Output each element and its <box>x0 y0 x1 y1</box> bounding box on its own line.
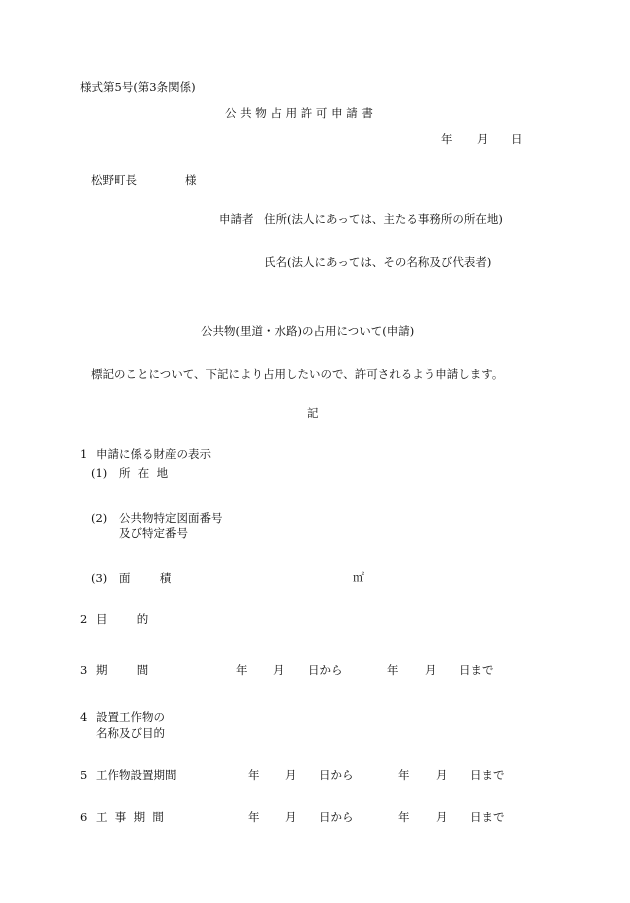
item-1-1-number: (1) <box>91 466 108 480</box>
date-day: 日 <box>511 132 523 146</box>
item-5-label: 工作物設置期間 <box>96 768 177 782</box>
subject-line: 公共物(里道・水路)の占用について(申請) <box>201 324 415 338</box>
item-1-label: 申請に係る財産の表示 <box>96 447 211 461</box>
item-1-2-label-line2: 及び特定番号 <box>119 526 188 540</box>
item-3-label: 期 間 <box>96 663 149 677</box>
item-6-year: 年 <box>248 810 260 824</box>
ki-heading: 記 <box>307 406 319 420</box>
item-6-label: 工 事 期 間 <box>96 810 164 824</box>
item-3-month: 月 <box>273 663 285 677</box>
item-3-month-2: 月 <box>425 663 437 677</box>
item-3-year-2: 年 <box>387 663 399 677</box>
item-5-number: 5 <box>80 768 88 782</box>
item-5-year-2: 年 <box>398 768 410 782</box>
item-5-month: 月 <box>285 768 297 782</box>
item-4-label-line1: 設置工作物の <box>96 710 165 724</box>
item-2-number: 2 <box>80 612 88 626</box>
body-text: 標記のことについて、下記により占用したいので、許可されるよう申請します。 <box>91 367 504 381</box>
item-3-year: 年 <box>236 663 248 677</box>
item-3-day-to: 日まで <box>459 663 494 677</box>
item-1-2-label-line1: 公共物特定図面番号 <box>119 511 223 525</box>
item-6-year-2: 年 <box>398 810 410 824</box>
item-1-number: 1 <box>80 447 88 461</box>
item-5-day-to: 日まで <box>470 768 505 782</box>
item-6-month: 月 <box>285 810 297 824</box>
item-6-number: 6 <box>80 810 88 824</box>
form-number: 様式第5号(第3条関係) <box>80 80 196 94</box>
item-1-3-label: 面 積 <box>119 571 172 585</box>
form-title: 公 共 物 占 用 許 可 申 請 書 <box>225 106 373 120</box>
applicant-name: 氏名(法人にあっては、その名称及び代表者) <box>264 255 492 269</box>
item-6-day-from: 日から <box>319 810 354 824</box>
addressee-honorific: 様 <box>185 173 197 187</box>
item-1-2-number: (2) <box>91 511 108 525</box>
item-3-day-from: 日から <box>308 663 343 677</box>
item-4-number: 4 <box>80 710 88 724</box>
date-year: 年 <box>441 132 453 146</box>
item-5-month-2: 月 <box>436 768 448 782</box>
date-month: 月 <box>477 132 489 146</box>
item-1-1-label: 所 在 地 <box>119 466 169 480</box>
applicant-address: 住所(法人にあっては、主たる事務所の所在地) <box>264 212 503 226</box>
item-6-month-2: 月 <box>436 810 448 824</box>
addressee-name: 松野町長 <box>91 173 137 187</box>
item-1-3-unit: ㎡ <box>353 571 364 584</box>
item-6-day-to: 日まで <box>470 810 505 824</box>
item-2-label: 目 的 <box>96 612 149 626</box>
item-1-3-number: (3) <box>91 571 108 585</box>
item-3-number: 3 <box>80 663 88 677</box>
item-5-year: 年 <box>248 768 260 782</box>
applicant-label: 申請者 <box>219 212 254 226</box>
item-4-label-line2: 名称及び目的 <box>96 726 165 740</box>
item-5-day-from: 日から <box>319 768 354 782</box>
